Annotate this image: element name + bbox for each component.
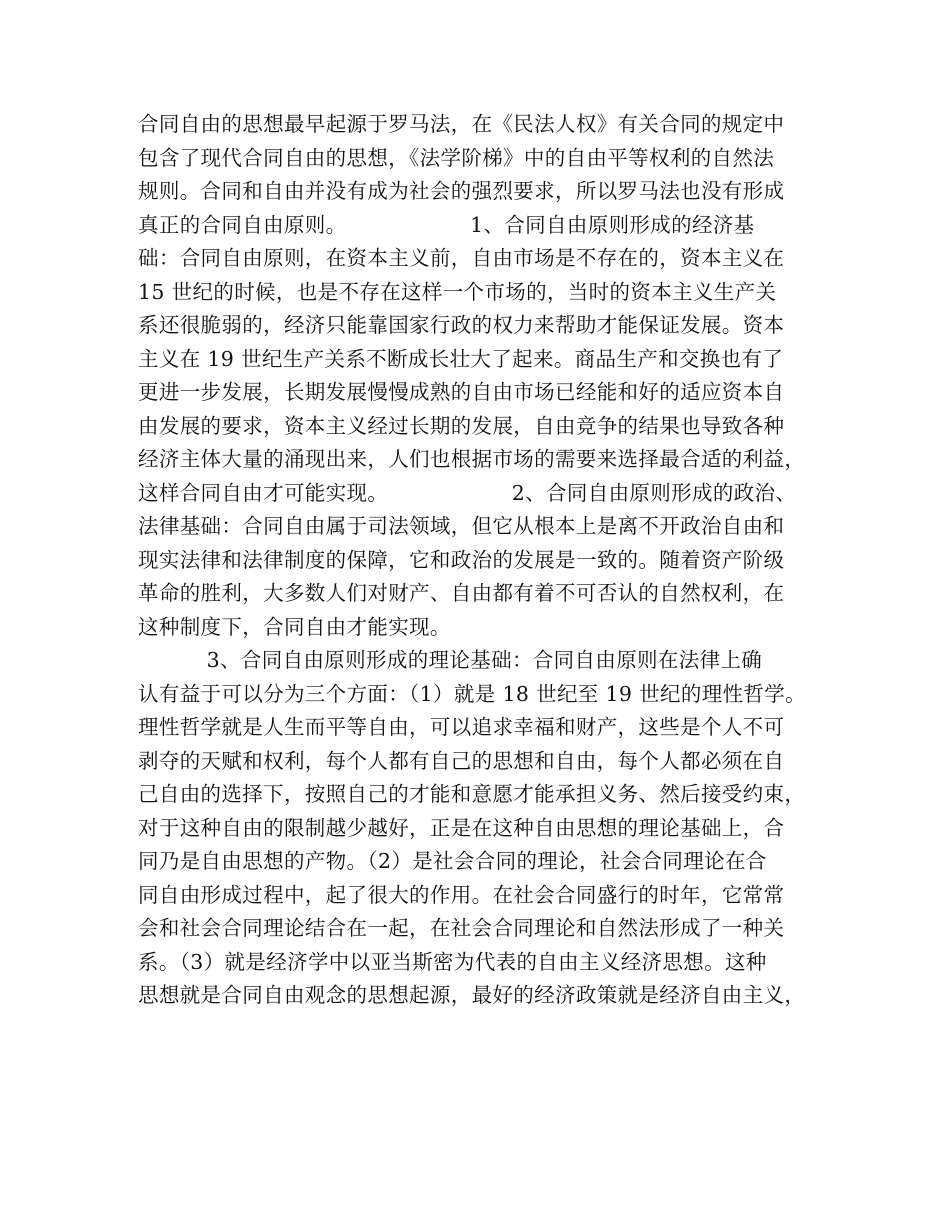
text-line: 认有益于可以分为三个方面：（1）就是 18 世纪至 19 世纪的理性哲学。 bbox=[138, 681, 806, 706]
text-line: 法律基础：合同自由属于司法领域，但它从根本上是离不开政治自由和 bbox=[138, 514, 785, 538]
text-line: 经济主体大量的涌现出来，人们也根据市场的需要来选择最合适的利益， bbox=[138, 447, 806, 471]
text-line: 理性哲学就是人生而平等自由，可以追求幸福和财产，这些是个人不可 bbox=[138, 715, 785, 739]
text-line: 这种制度下，合同自由才能实现。 bbox=[138, 614, 451, 639]
text-line: 会和社会合同理论结合在一起，在社会合同理论和自然法形成了一种关 bbox=[138, 916, 785, 940]
text-line: 同乃是自由思想的产物。（2）是社会合同的理论，社会合同理论在合 bbox=[138, 849, 767, 873]
text-line: 同自由形成过程中，起了很大的作用。在社会合同盛行的时年，它常常 bbox=[138, 882, 785, 907]
text-line: 剥夺的天赋和权利，每个人都有自己的思想和自由，每个人都必须在自 bbox=[138, 748, 785, 773]
text-line: 规则。合同和自由并没有成为社会的强烈要求，所以罗马法也没有形成 bbox=[138, 179, 785, 203]
text-line: 对于这种自由的限制越少越好，正是在这种自由思想的理论基础上，合 bbox=[138, 815, 785, 840]
text-line: 这样合同自由才可能实现。 2、合同自由原则形成的政治、 bbox=[138, 480, 797, 505]
text-line: 15 世纪的时候，也是不存在这样一个市场的，当时的资本主义生产关 bbox=[138, 279, 777, 304]
text-line: 由发展的要求，资本主义经过长期的发展，自由竞争的结果也导致各种 bbox=[138, 413, 785, 438]
text-line: 系。（3）就是经济学中以亚当斯密为代表的自由主义经济思想。这种 bbox=[138, 949, 767, 974]
text-line: 己自由的选择下，按照自己的才能和意愿才能承担义务、然后接受约束， bbox=[138, 782, 806, 806]
text-line: 真正的合同自由原则。 1、合同自由原则形成的经济基 bbox=[138, 212, 755, 237]
body-text bbox=[138, 108, 828, 1013]
text-line: 包含了现代合同自由的思想，《法学阶梯》中的自由平等权利的自然法 bbox=[138, 145, 775, 170]
text-line: 系还很脆弱的，经济只能靠国家行政的权力来帮助才能保证发展。资本 bbox=[138, 313, 785, 337]
text-line: 合同自由的思想最早起源于罗马法，在《民法人权》有关合同的规定中 bbox=[138, 112, 785, 136]
text-line: 础：合同自由原则，在资本主义前，自由市场是不存在的，资本主义在 bbox=[138, 246, 785, 270]
text-line: 更进一步发展，长期发展慢慢成熟的自由市场已经能和好的适应资本自 bbox=[138, 380, 785, 404]
text-line: 现实法律和法律制度的保障，它和政治的发展是一致的。随着资产阶级 bbox=[138, 547, 785, 572]
text-line: 思想就是合同自由观念的思想起源，最好的经济政策就是经济自由主义， bbox=[138, 983, 806, 1007]
text-line: 3、合同自由原则形成的理论基础：合同自由原则在法律上确 bbox=[138, 648, 763, 672]
text-line: 革命的胜利，大多数人们对财产、自由都有着不可否认的自然权利，在 bbox=[138, 581, 785, 605]
text-line: 主义在 19 世纪生产关系不断成长壮大了起来。商品生产和交换也有了 bbox=[138, 346, 784, 371]
